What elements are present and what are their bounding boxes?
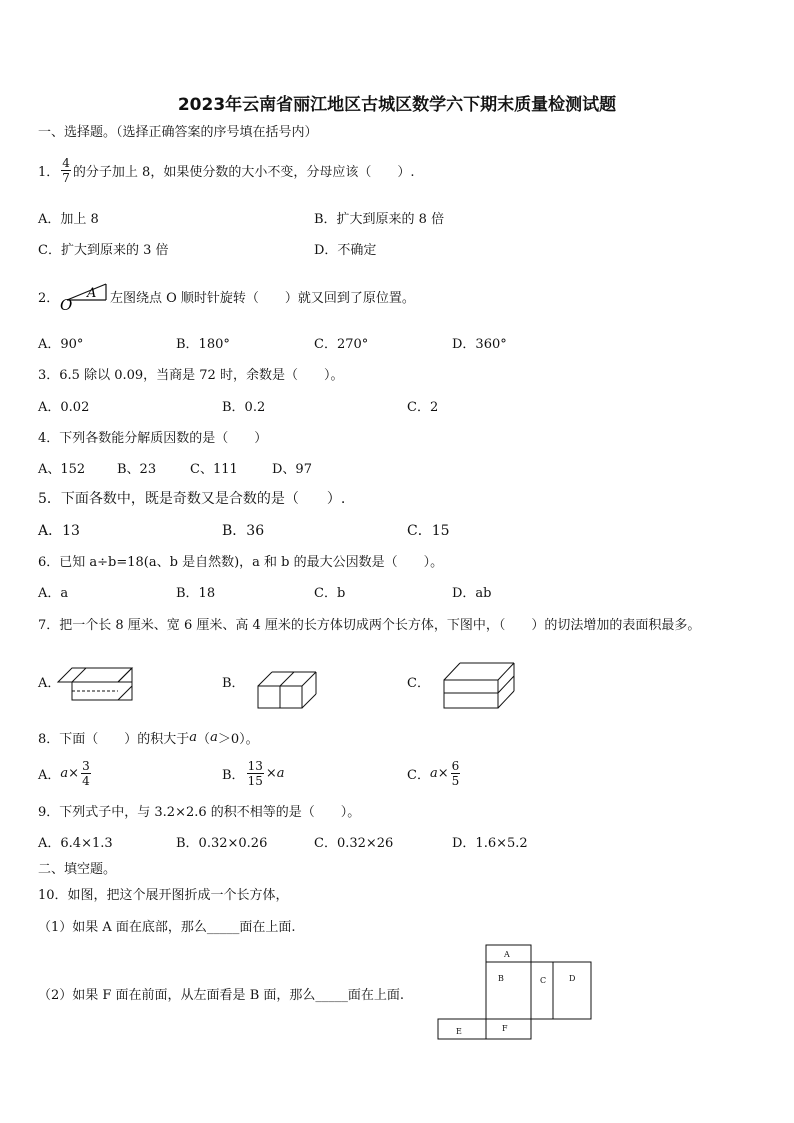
q8-b-den: 15 xyxy=(247,773,263,788)
q7-text: 7．把一个长 8 厘米、宽 6 厘米、高 4 厘米的长方体切成两个长方体，下图中，（ ）的切法增加的表面积最多。 xyxy=(38,618,701,633)
q8-mid: （ xyxy=(197,732,211,747)
section-2-heading: 二、填空题。 xyxy=(38,862,117,877)
q3-option-c: C．2 xyxy=(407,400,439,415)
q8-option-a xyxy=(38,753,93,793)
q8-b-num: 13 xyxy=(247,758,263,773)
q8-stem xyxy=(38,728,259,747)
q5-text: 5．下面各数中，既是奇数又是合数的是（ ）. xyxy=(38,491,346,507)
net-face-d: D xyxy=(569,974,576,983)
question-1 xyxy=(38,150,414,190)
q10-text: 10．如图，把这个展开图折成一个长方体， xyxy=(38,888,289,903)
q1-fraction xyxy=(61,156,71,185)
q1-option-d: D．不确定 xyxy=(314,243,377,258)
q6-text: 6．已知 a÷b=18(a、b 是自然数)，a 和 b 的最大公因数是（ ）。 xyxy=(38,555,444,570)
section-1-heading: 一、选择题。（选择正确答案的序号填在括号内） xyxy=(38,125,318,140)
q8-b-label: B． xyxy=(222,767,245,783)
q1-number: 1． xyxy=(38,164,60,180)
q2-option-b: B．180° xyxy=(176,337,230,352)
q4-text: 4．下列各数能分解质因数的是（ ） xyxy=(38,431,268,446)
q6-option-c: C．b xyxy=(314,586,346,601)
q4-option-b: B、23 xyxy=(117,462,157,477)
q8-a-num: 3 xyxy=(82,758,90,773)
q3-option-a: A．0.02 xyxy=(38,400,90,415)
q3-text: 3．6.5 除以 0.09，当商是 72 时，余数是（ ）。 xyxy=(38,368,344,383)
q2-rotation-figure xyxy=(60,278,110,312)
q8-var: a xyxy=(189,730,198,745)
net-face-f: F xyxy=(502,1024,508,1033)
q8-c-den: 5 xyxy=(451,773,460,788)
cuboid-net-diagram xyxy=(436,943,594,1043)
q8-a-den: 4 xyxy=(82,773,90,788)
net-face-b: B xyxy=(498,974,504,983)
q6-option-d: D．ab xyxy=(452,586,492,601)
q8-c-var: a xyxy=(429,765,438,781)
q1-option-c: C．扩大到原来的 3 倍 xyxy=(38,243,169,258)
q8-cond: ＞0）。 xyxy=(217,732,259,747)
q4-option-a: A、152 xyxy=(38,462,86,477)
q1-text: 的分子加上 8，如果使分数的大小不变，分母应该（ ）. xyxy=(72,164,415,180)
q7-option-c: C． xyxy=(407,676,430,691)
q8-option-b xyxy=(222,753,285,793)
q5-option-a: A．13 xyxy=(38,523,80,539)
q8-cond-var: a xyxy=(210,730,218,745)
q9-text: 9．下列式子中，与 3.2×2.6 的积不相等的是（ ）。 xyxy=(38,805,361,820)
q2-option-d: D．360° xyxy=(452,337,507,352)
q7-cuboid-a-cut xyxy=(68,664,148,704)
q1-option-a: A．加上 8 xyxy=(38,212,99,227)
q8-c-op: × xyxy=(437,765,449,781)
net-face-c: C xyxy=(540,976,547,985)
q6-option-a: A．a xyxy=(38,586,69,601)
q4-option-c: C、111 xyxy=(190,462,238,477)
q2-option-a: A．90° xyxy=(38,337,84,352)
q5-option-c: C．15 xyxy=(407,523,450,539)
q7-option-a: A． xyxy=(38,676,61,691)
q1-frac-den: 7 xyxy=(62,170,70,185)
q4-option-d: D、97 xyxy=(272,462,312,477)
q2-point-a: A xyxy=(87,286,97,301)
q2-number: 2． xyxy=(38,291,60,306)
q1-option-b: B．扩大到原来的 8 倍 xyxy=(314,212,445,227)
q9-option-b: B．0.32×0.26 xyxy=(176,836,268,851)
q8-a-label: A． xyxy=(38,767,61,783)
q10-sub1: （1）如果 A 面在底部，那么_____面在上面. xyxy=(38,920,296,935)
q5-option-b: B．36 xyxy=(222,523,265,539)
q8-c-label: C． xyxy=(407,767,430,783)
q7-cuboid-b xyxy=(256,668,322,712)
q9-option-a: A．6.4×1.3 xyxy=(38,836,113,851)
q8-option-c xyxy=(407,753,462,793)
q6-option-b: B．18 xyxy=(176,586,216,601)
q8-b-op: × xyxy=(265,765,277,781)
q10-sub2: （2）如果 F 面在前面，从左面看是 B 面，那么_____面在上面. xyxy=(38,988,405,1003)
net-face-e: E xyxy=(456,1027,462,1036)
page-title: 2023年云南省丽江地区古城区数学六下期末质量检测试题 xyxy=(177,95,617,115)
q8-pre: 8．下面（ ）的积大于 xyxy=(38,732,190,747)
net-face-a: A xyxy=(504,950,510,959)
q2-option-c: C．270° xyxy=(314,337,369,352)
q2-text: 左图绕点 O 顺时针旋转（ ）就又回到了原位置。 xyxy=(110,291,415,306)
q2-point-o: O xyxy=(60,296,73,314)
q8-c-num: 6 xyxy=(451,758,460,773)
q8-a-op: × xyxy=(68,765,80,781)
q1-frac-num: 4 xyxy=(62,155,70,170)
q7-option-b: B． xyxy=(222,676,245,691)
q9-option-d: D．1.6×5.2 xyxy=(452,836,528,851)
q8-a-var: a xyxy=(60,765,69,781)
q9-option-c: C．0.32×26 xyxy=(314,836,394,851)
q8-b-var: a xyxy=(276,765,285,781)
q7-cuboid-c xyxy=(442,660,516,710)
q3-option-b: B．0.2 xyxy=(222,400,266,415)
